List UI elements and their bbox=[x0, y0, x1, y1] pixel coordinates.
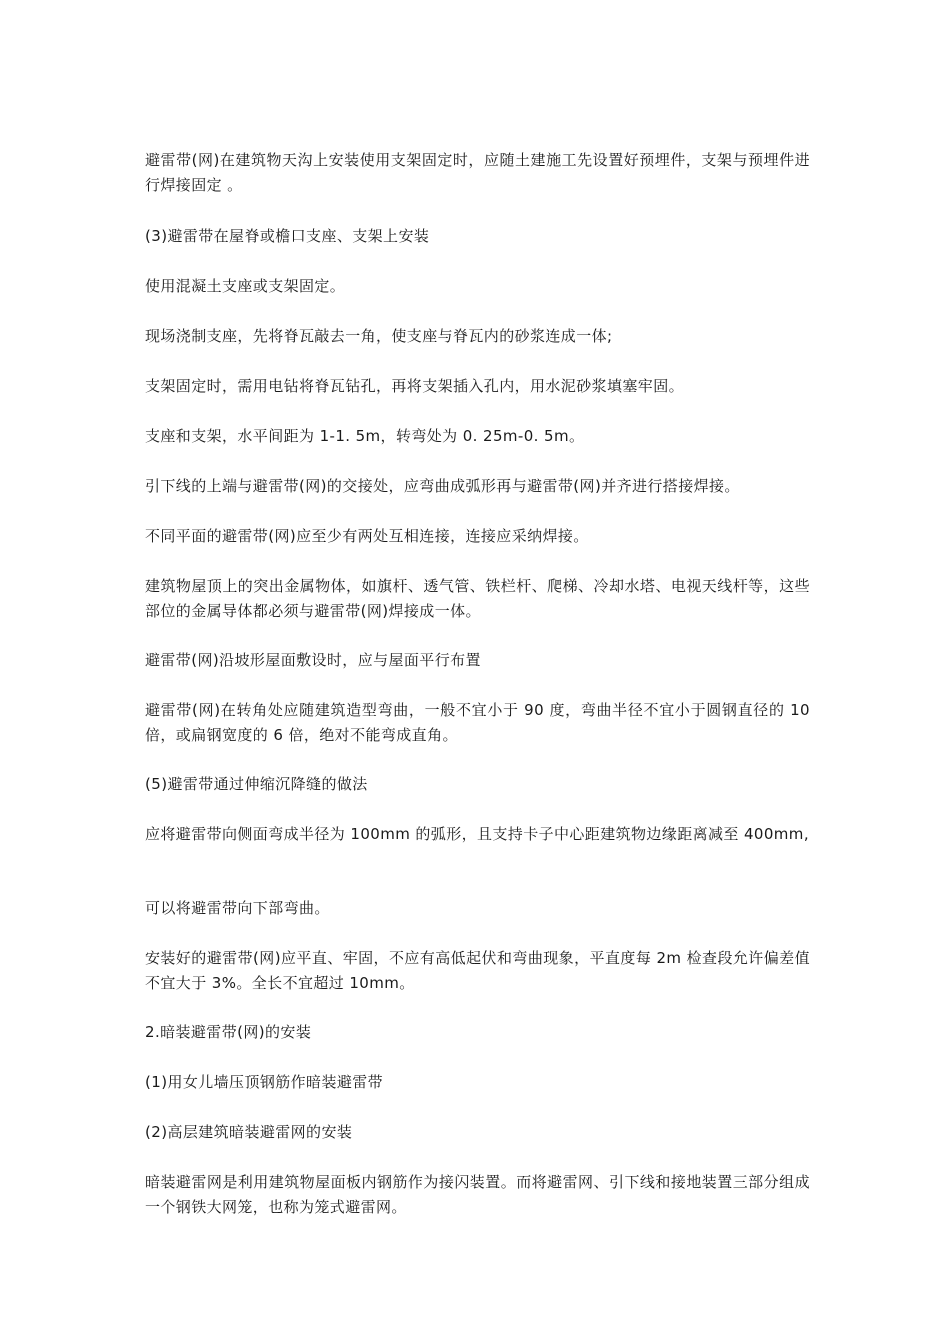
paragraph-downward-bend: 可以将避雷带向下部弯曲。 bbox=[145, 899, 330, 917]
heading-highrise-net: (2)高层建筑暗装避雷网的安装 bbox=[145, 1123, 353, 1141]
paragraph-corner-bend: 避雷带(网)在转角处应随建筑造型弯曲，一般不宜小于 90 度，弯曲半径不宜小于圆钢直径的 10 倍，或扁钢宽度的 6 倍，绝对不能弯成直角。 bbox=[145, 701, 810, 744]
paragraph-downlead-joint: 引下线的上端与避雷带(网)的交接处，应弯曲成弧形再与避雷带(网)并齐进行搭接焊接。 bbox=[145, 477, 740, 495]
heading-parapet-rebar: (1)用女儿墙压顶钢筋作暗装避雷带 bbox=[145, 1073, 384, 1091]
paragraph-different-planes: 不同平面的避雷带(网)应至少有两处互相连接，连接应采纳焊接。 bbox=[145, 527, 589, 545]
paragraph-cast-in-place: 现场浇制支座，先将脊瓦敲去一角，使支座与脊瓦内的砂浆连成一体; bbox=[145, 327, 613, 345]
heading-ridge-eave-install: (3)避雷带在屋脊或檐口支座、支架上安装 bbox=[145, 227, 430, 245]
paragraph-cage-net: 暗装避雷网是利用建筑物屋面板内钢筋作为接闪装置。而将避雷网、引下线和接地装置三部分组成一个钢铁大网笼，也称为笼式避雷网。 bbox=[145, 1173, 810, 1216]
heading-concealed-install: 2.暗装避雷带(网)的安装 bbox=[145, 1023, 312, 1041]
paragraph-bracket-fixing: 支架固定时，需用电钻将脊瓦钻孔，再将支架插入孔内，用水泥砂浆填塞牢固。 bbox=[145, 377, 685, 395]
paragraph-roof-metal: 建筑物屋顶上的突出金属物体，如旗杆、透气管、铁栏杆、爬梯、冷却水塔、电视天线杆等，这些部位的金属导体都必须与避雷带(网)焊接成一体。 bbox=[145, 577, 810, 620]
paragraph-concrete-support: 使用混凝土支座或支架固定。 bbox=[145, 277, 346, 295]
heading-expansion-joint: (5)避雷带通过伸缩沉降缝的做法 bbox=[145, 775, 368, 793]
paragraph-side-bend: 应将避雷带向侧面弯成半径为 100mm 的弧形，且支持卡子中心距建筑物边缘距离减至 400mm, bbox=[145, 825, 809, 843]
paragraph-straightness: 安装好的避雷带(网)应平直、牢固，不应有高低起伏和弯曲现象，平直度每 2m 检查段允许偏差值不宜大于 3%。全长不宜超过 10mm。 bbox=[145, 949, 810, 992]
paragraph-spacing: 支座和支架，水平间距为 1-1. 5m，转弯处为 0. 25m-0. 5m。 bbox=[145, 427, 585, 445]
paragraph-sloped-roof: 避雷带(网)沿坡形屋面敷设时，应与屋面平行布置 bbox=[145, 651, 481, 669]
paragraph-gutter-support: 避雷带(网)在建筑物天沟上安装使用支架固定时，应随土建施工先设置好预埋件，支架与预埋件进行焊接固定 。 bbox=[145, 151, 810, 194]
